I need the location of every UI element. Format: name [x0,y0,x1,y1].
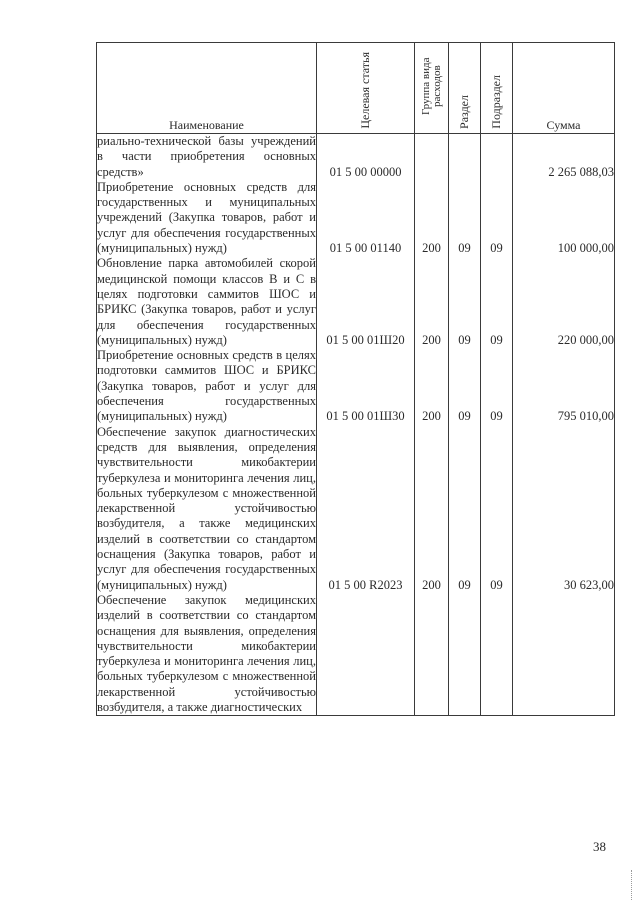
row-amount [513,593,615,716]
header-section: Раздел [449,43,481,134]
row-subsection: 09 [481,180,513,256]
row-subsection: 09 [481,256,513,348]
row-amount: 795 010,00 [513,348,615,424]
row-code: 01 5 00 R2023 [317,425,415,593]
header-amount: Сумма [513,43,615,134]
header-subsection: Подраздел [481,43,513,134]
row-subsection: 09 [481,348,513,424]
table-row [97,593,615,716]
row-group: 200 [415,425,449,593]
row-group: 200 [415,180,449,256]
row-amount: 220 000,00 [513,256,615,348]
row-subsection [481,593,513,716]
row-name: Обеспечение закупок диагностических средств для выявления, определения чувствительности микобактерии туберкулеза и мониторинга лечения лиц, больных туберкулезом с множественной лекарственной устойчивостью возбудителя, а также медицинских изделий в соответствии со стандартом оснащения (Закупка товаров, работ и услуг для обеспечения государственных (муниципальных) нужд) [97,424,316,592]
row-amount: 2 265 088,03 [513,134,615,180]
table-row [97,256,615,348]
table-row [97,425,615,593]
row-name: риально-технической базы учреждений в части приобретения основных средств» [97,134,316,179]
row-section [449,134,481,180]
row-code: 01 5 00 01140 [317,180,415,256]
row-amount: 100 000,00 [513,180,615,256]
header-target-article: Целевая статья [317,43,415,134]
row-subsection: 09 [481,425,513,593]
row-section: 09 [449,256,481,348]
row-name: Приобретение основных средств в целях подготовки саммитов ШОС и БРИКС (Закупка товаров, работ и услуг для обеспечения государственных (муниципальных) нужд) [97,348,316,424]
scan-margin-mark [631,870,633,900]
budget-table [96,42,615,716]
row-name: Обеспечение закупок медицинских изделий в соответствии со стандартом оснащения для выявления, определения чувствительности микобактерии туберкулеза и мониторинга лечения лиц, больных туберкулезом с множественной лекарственной устойчивостью возбудителя, а также диагностических [97,592,316,714]
table-row [97,180,615,256]
row-group [415,134,449,180]
row-section: 09 [449,425,481,593]
row-code: 01 5 00 01Ш20 [317,256,415,348]
row-code [317,593,415,716]
row-name: Обновление парка автомобилей скорой медицинской помощи классов В и С в целях подготовки саммитов ШОС и БРИКС (Закупка товаров, работ и услуг для обеспечения государственных (муниципальных) нужд) [97,256,316,347]
header-name: Наименование [97,43,317,134]
row-name: Приобретение основных средств для государственных и муниципальных учреждений (Закупка товаров, работ и услуг для обеспечения государственных (муниципальных) нужд) [97,179,316,256]
row-group: 200 [415,348,449,424]
row-section: 09 [449,348,481,424]
table-row [97,348,615,424]
row-subsection [481,134,513,180]
header-expense-group: Группа вида расходов [415,43,449,134]
row-group: 200 [415,256,449,348]
table-header-row [97,43,615,134]
row-section: 09 [449,180,481,256]
row-section [449,593,481,716]
row-group [415,593,449,716]
page-number: 38 [593,839,606,854]
row-code: 01 5 00 00000 [317,134,415,180]
row-code: 01 5 00 01Ш30 [317,348,415,424]
row-amount: 30 623,00 [513,425,615,593]
table-row [97,134,615,180]
